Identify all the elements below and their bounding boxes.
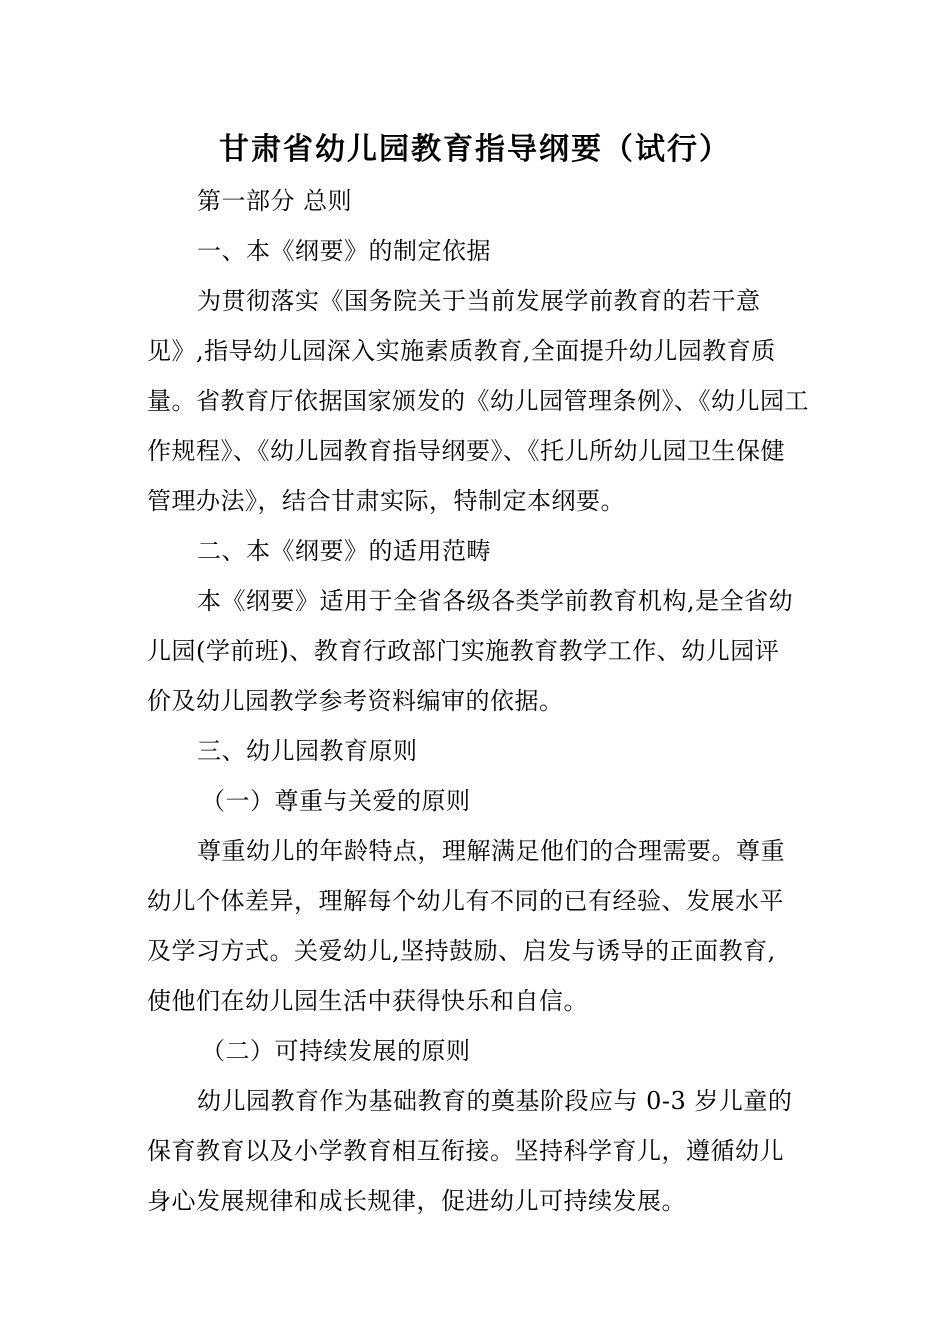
paragraph-line: 使他们在幼儿园生活中获得快乐和自信。 — [147, 987, 588, 1015]
paragraph-line: 尊重幼儿的年龄特点，理解满足他们的合理需要。尊重 — [197, 837, 785, 865]
paragraph-line: 幼儿园教育作为基础教育的奠基阶段应与 0-3 岁儿童的 — [197, 1087, 793, 1115]
paragraph-line: 及学习方式。关爱幼儿,坚持鼓励、启发与诱导的正面教育, — [147, 937, 776, 965]
paragraph-line: 幼儿个体差异，理解每个幼儿有不同的已有经验、发展水平 — [147, 887, 784, 915]
part-heading: 第一部分 总则 — [197, 187, 353, 215]
paragraph-line: 身心发展规律和成长规律，促进幼儿可持续发展。 — [147, 1187, 686, 1215]
document-title: 甘肃省幼儿园教育指导纲要（试行） — [219, 132, 731, 167]
section-heading: 一、本《纲要》的制定依据 — [197, 237, 491, 265]
paragraph-line: 作规程》、《幼儿园教育指导纲要》、《托儿所幼儿园卫生保健 — [147, 437, 785, 465]
paragraph-line: 儿园(学前班)、教育行政部门实施教育教学工作、幼儿园评 — [147, 637, 780, 665]
paragraph-line: 见》,指导幼儿园深入实施素质教育,全面提升幼儿园教育质 — [147, 337, 776, 365]
subsection-heading: （一）尊重与关爱的原则 — [201, 787, 471, 815]
section-heading: 二、本《纲要》的适用范畴 — [197, 537, 491, 565]
paragraph-line: 保育教育以及小学教育相互衔接。坚持科学育儿，遵循幼儿 — [147, 1137, 784, 1165]
paragraph-line: 本《纲要》适用于全省各级各类学前教育机构,是全省幼 — [197, 587, 794, 615]
section-heading: 三、幼儿园教育原则 — [197, 737, 418, 765]
document-body — [147, 176, 807, 1226]
paragraph-line: 为贯彻落实《国务院关于当前发展学前教育的若干意 — [197, 287, 761, 315]
paragraph-line: 价及幼儿园教学参考资料编审的依据。 — [147, 687, 564, 715]
paragraph-line: 管理办法》，结合甘肃实际，特制定本纲要。 — [147, 487, 625, 515]
subsection-heading: （二）可持续发展的原则 — [201, 1037, 471, 1065]
paragraph-line: 量。省教育厅依据国家颁发的《幼儿园管理条例》、《幼儿园工 — [147, 387, 809, 415]
